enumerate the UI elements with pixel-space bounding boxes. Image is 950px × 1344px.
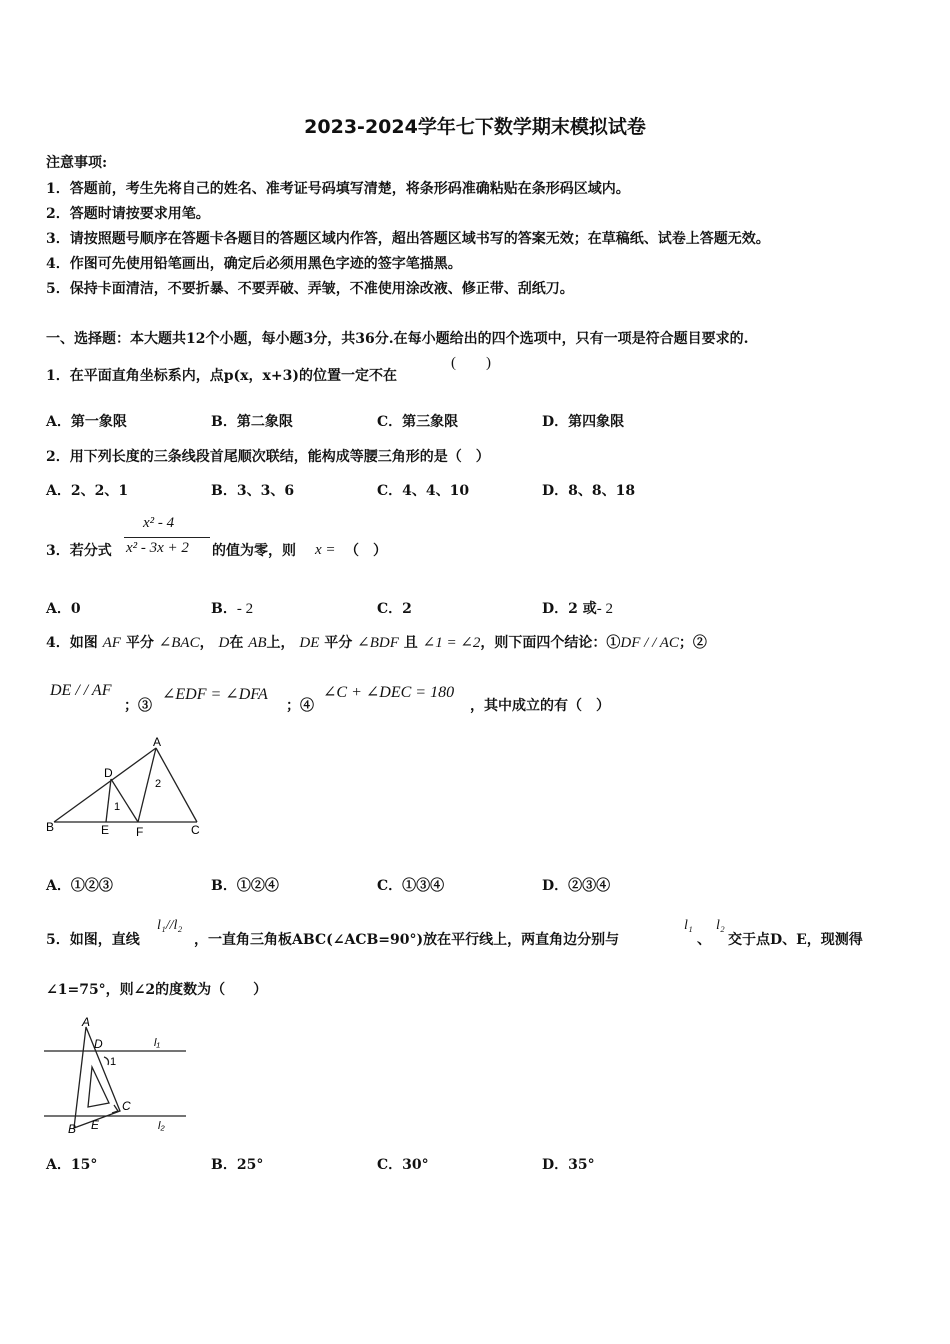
fraction-denominator: x² - 3x + 2 bbox=[126, 540, 189, 556]
question-5-middle: ，一直角三角板ABC(∠ACB=90°)放在平行线上，两直角边分别与 bbox=[194, 932, 620, 948]
question-3-var: x = bbox=[315, 542, 336, 558]
label-angle-2: 2 bbox=[155, 778, 162, 790]
question-1-option-c: C．第三象限 bbox=[377, 414, 459, 430]
question-5-option-b: B．25° bbox=[211, 1157, 264, 1173]
question-4-conclusion-3: ∠EDF = ∠DFA bbox=[162, 686, 268, 703]
section-heading: 一、选择题：本大题共12个小题，每小题3分，共36分.在每小题给出的四个选项中，只有一项是符合题目要求的. bbox=[46, 331, 749, 347]
question-4-line-1: 4．如图 AF 平分 ∠BAC， D在 AB上， DE 平分 ∠BDF 且 ∠1 = ∠2，则下面四个结论：①DF / / AC；② bbox=[46, 635, 707, 651]
question-3-option-c: C．2 bbox=[377, 601, 412, 617]
notice-heading: 注意事项: bbox=[46, 155, 108, 171]
question-5-option-d: D．35° bbox=[542, 1157, 595, 1173]
label-angle-1: 1 bbox=[110, 1056, 117, 1068]
triangle-inner bbox=[88, 1067, 109, 1107]
question-5-l2: l₂ bbox=[716, 918, 725, 933]
question-4-conclusion-4: ∠C + ∠DEC = 180 bbox=[323, 684, 455, 701]
question-2-option-a: A．2、2、1 bbox=[46, 483, 129, 499]
label-c: C bbox=[122, 1099, 131, 1113]
page-title: 2023-2024学年七下数学期末模拟试卷 bbox=[304, 116, 646, 138]
label-c: C bbox=[191, 823, 200, 837]
question-2-stem: 2．用下列长度的三条线段首尾顺次联结，能构成等腰三角形的是（ ） bbox=[46, 449, 490, 465]
label-d: D bbox=[94, 1037, 103, 1051]
label-b: B bbox=[68, 1122, 77, 1136]
question-4-sep-4: ；④ bbox=[286, 698, 314, 714]
label-a: A bbox=[153, 735, 162, 749]
question-1-paren: ( ) bbox=[451, 355, 491, 371]
notice-item: 2．答题时请按要求用笔。 bbox=[46, 206, 210, 222]
segment-ac bbox=[156, 748, 197, 822]
question-4-option-c: C．①③④ bbox=[377, 878, 445, 894]
question-5-option-a: A．15° bbox=[46, 1157, 98, 1173]
fraction-bar bbox=[124, 537, 210, 538]
label-angle-1: 1 bbox=[114, 801, 121, 813]
notice-item: 1．答题前，考生先将自己的姓名、准考证号码填写清楚，将条形码准确粘贴在条形码区域内。 bbox=[46, 181, 630, 197]
fraction-numerator: x² - 4 bbox=[143, 515, 175, 531]
notice-item: 4．作图可先使用铅笔画出，确定后必须用黑色字迹的签字笔描黑。 bbox=[46, 256, 462, 272]
notice-item: 3．请按照题号顺序在答题卡各题目的答题区域内作答，超出答题区域书写的答案无效；在草稿纸、试卷上答题无效。 bbox=[46, 231, 770, 247]
question-5-figure bbox=[42, 1015, 192, 1137]
question-2-option-b: B．3、3、6 bbox=[211, 483, 295, 499]
right-angle-mark bbox=[112, 1105, 118, 1113]
question-3-option-d: D．2 或- 2 bbox=[542, 601, 614, 617]
question-5-lines: l₁//l₂ bbox=[157, 918, 183, 933]
label-b: B bbox=[46, 820, 55, 834]
segment-de bbox=[106, 779, 111, 822]
question-5-prefix: 5．如图，直线 bbox=[46, 932, 140, 948]
label-d: D bbox=[104, 766, 113, 780]
question-5-l1: l₁ bbox=[684, 918, 693, 933]
label-l2: l₂ bbox=[158, 1120, 165, 1132]
question-4-figure bbox=[44, 735, 209, 840]
question-5-option-c: C．30° bbox=[377, 1157, 429, 1173]
question-2-option-d: D．8、8、18 bbox=[542, 483, 636, 499]
question-5-line-2: ∠1=75°，则∠2的度数为（ ） bbox=[46, 982, 268, 998]
question-4-option-a: A．①②③ bbox=[46, 878, 113, 894]
question-3-prefix: 3．若分式 bbox=[46, 543, 112, 559]
question-1-option-d: D．第四象限 bbox=[542, 414, 625, 430]
question-4-tail: ，其中成立的有（ ） bbox=[470, 698, 610, 714]
angle-1-arc bbox=[104, 1057, 109, 1065]
question-3-option-a: A．0 bbox=[46, 601, 81, 617]
question-5-sep: 、 bbox=[697, 932, 711, 948]
question-2-option-c: C．4、4、10 bbox=[377, 483, 470, 499]
label-l1: l₁ bbox=[154, 1037, 160, 1049]
question-4-sep-3: ；③ bbox=[124, 698, 152, 714]
question-4-conclusion-2: DE / / AF bbox=[50, 682, 112, 699]
label-e: E bbox=[101, 823, 110, 837]
question-4-option-b: B．①②④ bbox=[211, 878, 279, 894]
question-3-middle: 的值为零，则 bbox=[212, 543, 296, 559]
label-e: E bbox=[91, 1118, 100, 1132]
question-5-suffix: 交于点D、E，现测得 bbox=[728, 932, 863, 948]
label-a: A bbox=[82, 1015, 91, 1029]
question-3-option-b: B．- 2 bbox=[211, 601, 254, 617]
question-1-option-a: A．第一象限 bbox=[46, 414, 127, 430]
notice-item: 5．保持卡面清洁，不要折暴、不要弄破、弄皱，不准使用涂改液、修正带、刮纸刀。 bbox=[46, 281, 574, 297]
label-f: F bbox=[136, 825, 144, 839]
question-1-stem: 1．在平面直角坐标系内，点p(x，x+3)的位置一定不在 bbox=[46, 368, 397, 384]
question-4-option-d: D．②③④ bbox=[542, 878, 611, 894]
question-3-paren: （ ） bbox=[345, 543, 387, 559]
question-1-option-b: B．第二象限 bbox=[211, 414, 293, 430]
